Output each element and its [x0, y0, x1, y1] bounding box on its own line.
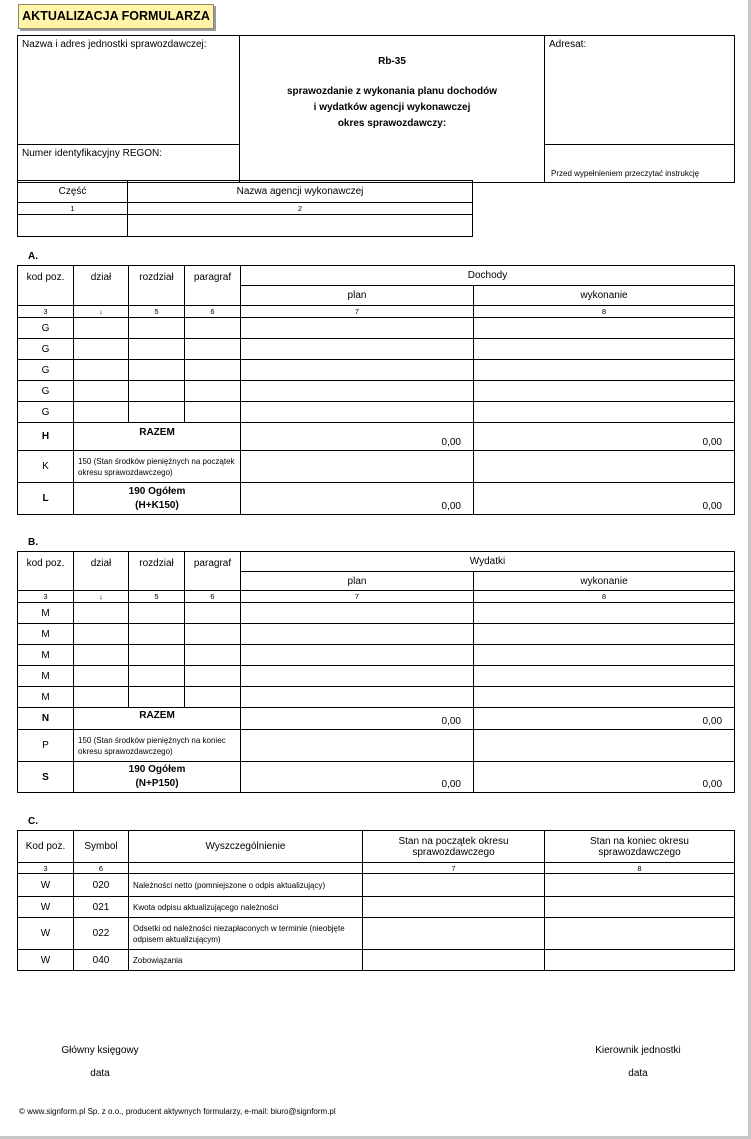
addressee-label: Adresat:	[549, 39, 587, 50]
b-plan-input[interactable]	[241, 666, 474, 687]
a-sum-code: H	[18, 423, 74, 451]
a-total-label-line2: (H+K150)	[135, 499, 179, 511]
a-num-3: 3	[18, 306, 74, 318]
b-header-wykonanie: wykonanie	[474, 572, 735, 591]
a-wykonanie-input[interactable]	[474, 360, 735, 381]
a-plan-input[interactable]	[241, 402, 474, 423]
c-row-code: W	[18, 918, 74, 950]
b-rozdzial-input[interactable]	[129, 666, 185, 687]
a-k-wykonanie-input[interactable]	[474, 451, 735, 483]
a-sum-label: RAZEM	[74, 423, 241, 451]
a-plan-input[interactable]	[241, 360, 474, 381]
b-sum-label: RAZEM	[74, 708, 241, 730]
a-paragraf-input[interactable]	[185, 402, 241, 423]
b-dzial-input[interactable]	[74, 666, 129, 687]
a-rozdzial-input[interactable]	[129, 360, 185, 381]
b-num-4: ↓	[74, 591, 129, 603]
b-total-code: S	[18, 762, 74, 793]
header-table	[17, 35, 735, 183]
table-row	[18, 624, 735, 645]
section-c-table	[17, 830, 735, 971]
form-title-line1: sprawozdanie z wykonania planu dochodów	[286, 86, 498, 97]
update-form-button[interactable]: AKTUALIZACJA FORMULARZA	[18, 4, 214, 29]
a-num-7: 7	[241, 306, 474, 318]
a-row-code: G	[18, 402, 74, 423]
c-row-code: W	[18, 897, 74, 918]
b-header-dzial: dział	[74, 552, 129, 591]
table-row	[18, 950, 735, 971]
form-title-line3: okres sprawozdawczy:	[337, 118, 447, 129]
agency-table	[17, 180, 473, 237]
form-title-line2: i wydatków agencji wykonawczej	[313, 102, 471, 113]
b-sum-plan: 0,00	[241, 708, 474, 730]
c-end-input[interactable]	[545, 918, 735, 950]
b-dzial-input[interactable]	[74, 624, 129, 645]
b-k-label: 150 (Stan środków pieniężnych na koniec okresu sprawozdawczego)	[74, 730, 241, 762]
c-row-symbol: 020	[74, 874, 129, 897]
agency-col-part: Część	[18, 181, 128, 203]
a-rozdzial-input[interactable]	[129, 318, 185, 339]
b-dzial-input[interactable]	[74, 603, 129, 624]
chief-accountant-label: Główny księgowy	[61, 1045, 139, 1056]
a-total-label-line1: 190 Ogółem	[128, 485, 186, 497]
c-start-input[interactable]	[363, 918, 545, 950]
c-end-input[interactable]	[545, 950, 735, 971]
a-header-plan: plan	[241, 286, 474, 306]
b-total-label-line2: (N+P150)	[135, 778, 179, 789]
a-total-wykonanie: 0,00	[474, 483, 735, 515]
b-num-5: 5	[129, 591, 185, 603]
table-row	[18, 318, 735, 339]
c-num-7: 7	[363, 863, 545, 874]
b-plan-input[interactable]	[241, 687, 474, 708]
b-header-rozdzial: rozdział	[129, 552, 185, 591]
a-header-paragraf: paragraf	[185, 266, 241, 306]
a-num-8: 8	[474, 306, 735, 318]
b-header-paragraf: paragraf	[185, 552, 241, 591]
section-a-table	[17, 265, 735, 515]
c-header-kod: Kod poz.	[18, 831, 74, 863]
a-rozdzial-input[interactable]	[129, 381, 185, 402]
c-row-symbol: 021	[74, 897, 129, 918]
c-end-input[interactable]	[545, 897, 735, 918]
a-dzial-input[interactable]	[74, 360, 129, 381]
b-header-wydatki: Wydatki	[241, 552, 735, 572]
b-sum-code: N	[18, 708, 74, 730]
a-num-5: 5	[129, 306, 185, 318]
a-header-dzial: dział	[74, 266, 129, 306]
a-plan-input[interactable]	[241, 318, 474, 339]
c-header-symbol: Symbol	[74, 831, 129, 863]
b-num-8: 8	[474, 591, 735, 603]
a-wykonanie-input[interactable]	[474, 318, 735, 339]
b-row-code: M	[18, 687, 74, 708]
a-paragraf-input[interactable]	[185, 339, 241, 360]
c-num-8: 8	[545, 863, 735, 874]
addressee-cell[interactable]	[545, 36, 735, 145]
regon-cell[interactable]	[18, 145, 240, 183]
b-k-wykonanie-input[interactable]	[474, 730, 735, 762]
c-row-desc: Należności netto (pomniejszone o odpis aktualizujący)	[129, 874, 363, 897]
c-end-input[interactable]	[545, 874, 735, 897]
c-start-input[interactable]	[363, 874, 545, 897]
a-plan-input[interactable]	[241, 339, 474, 360]
table-row	[18, 687, 735, 708]
a-dzial-input[interactable]	[74, 318, 129, 339]
c-start-input[interactable]	[363, 950, 545, 971]
a-row-code: G	[18, 339, 74, 360]
b-k-plan-input[interactable]	[241, 730, 474, 762]
b-rozdzial-input[interactable]	[129, 603, 185, 624]
table-row	[18, 645, 735, 666]
b-num-6: 6	[185, 591, 241, 603]
a-total-code: L	[18, 483, 74, 515]
b-paragraf-input[interactable]	[185, 603, 241, 624]
a-k-code: K	[18, 451, 74, 483]
a-row-code: G	[18, 318, 74, 339]
a-k-label: 150 (Stan środków pieniężnych na początek okresu sprawozdawczego)	[74, 451, 241, 483]
table-row	[18, 381, 735, 402]
b-paragraf-input[interactable]	[185, 687, 241, 708]
table-row	[18, 897, 735, 918]
c-row-desc: Zobowiązania	[129, 950, 363, 971]
c-row-code: W	[18, 950, 74, 971]
c-row-symbol: 040	[74, 950, 129, 971]
b-rozdzial-input[interactable]	[129, 687, 185, 708]
b-total-label	[74, 762, 241, 793]
b-rozdzial-input[interactable]	[129, 624, 185, 645]
c-row-desc: Odsetki od należności niezapłaconych w terminie (nieobjęte odpisem aktualizującym)	[129, 918, 363, 950]
table-row	[18, 666, 735, 687]
a-wykonanie-input[interactable]	[474, 339, 735, 360]
b-paragraf-input[interactable]	[185, 645, 241, 666]
table-row	[18, 874, 735, 897]
a-wykonanie-input[interactable]	[474, 402, 735, 423]
instruction-note: Przed wypełnieniem przeczytać instrukcję	[545, 145, 735, 183]
a-dzial-input[interactable]	[74, 402, 129, 423]
b-total-wykonanie: 0,00	[474, 762, 735, 793]
a-header-rozdzial: rozdział	[129, 266, 185, 306]
b-dzial-input[interactable]	[74, 645, 129, 666]
agency-part-input[interactable]	[18, 215, 128, 237]
a-total-plan: 0,00	[241, 483, 474, 515]
a-sum-wykonanie: 0,00	[474, 423, 735, 451]
b-sum-wykonanie: 0,00	[474, 708, 735, 730]
unit-name-cell[interactable]	[18, 36, 240, 145]
a-total-label	[74, 483, 241, 515]
b-row-code: M	[18, 624, 74, 645]
a-row-code: G	[18, 381, 74, 402]
section-c-label: C.	[28, 816, 38, 827]
b-rozdzial-input[interactable]	[129, 645, 185, 666]
c-start-input[interactable]	[363, 897, 545, 918]
section-b-table	[17, 551, 735, 793]
chief-accountant-date-label: data	[90, 1068, 110, 1079]
a-paragraf-input[interactable]	[185, 360, 241, 381]
a-num-6: 6	[185, 306, 241, 318]
a-plan-input[interactable]	[241, 381, 474, 402]
table-row	[18, 402, 735, 423]
b-num-7: 7	[241, 591, 474, 603]
a-wykonanie-input[interactable]	[474, 381, 735, 402]
a-paragraf-input[interactable]	[185, 318, 241, 339]
section-b-label: B.	[28, 537, 38, 548]
agency-name-input[interactable]	[128, 215, 473, 237]
a-dzial-input[interactable]	[74, 381, 129, 402]
b-total-label-line1: 190 Ogółem	[128, 764, 186, 775]
copyright-footer: © www.signform.pl Sp. z o.o., producent aktywnych formularzy, e-mail: biuro@signform.pl	[19, 1107, 336, 1116]
a-k-plan-input[interactable]	[241, 451, 474, 483]
b-k-code: P	[18, 730, 74, 762]
b-num-3: 3	[18, 591, 74, 603]
c-num-blank	[129, 863, 363, 874]
b-wykonanie-input[interactable]	[474, 645, 735, 666]
c-row-desc: Kwota odpisu aktualizującego należności	[129, 897, 363, 918]
b-total-plan: 0,00	[241, 762, 474, 793]
a-paragraf-input[interactable]	[185, 381, 241, 402]
b-paragraf-input[interactable]	[185, 666, 241, 687]
table-row	[18, 360, 735, 381]
table-row	[18, 603, 735, 624]
b-header-plan: plan	[241, 572, 474, 591]
b-row-code: M	[18, 666, 74, 687]
b-plan-input[interactable]	[241, 645, 474, 666]
section-a-label: A.	[28, 251, 38, 262]
agency-col-name: Nazwa agencji wykonawczej	[128, 181, 473, 203]
a-rozdzial-input[interactable]	[129, 402, 185, 423]
b-row-code: M	[18, 603, 74, 624]
a-num-4: ↓	[74, 306, 129, 318]
c-header-end: Stan na koniec okresu sprawozdawczego	[545, 831, 735, 863]
a-rozdzial-input[interactable]	[129, 339, 185, 360]
c-row-code: W	[18, 874, 74, 897]
b-row-code: M	[18, 645, 74, 666]
unit-name-label: Nazwa i adres jednostki sprawozdawczej:	[22, 39, 207, 50]
table-row	[18, 339, 735, 360]
a-header-dochody: Dochody	[241, 266, 735, 286]
c-num-6: 6	[74, 863, 129, 874]
a-row-code: G	[18, 360, 74, 381]
agency-num-1: 1	[18, 203, 128, 215]
a-header-kod: kod poz.	[18, 266, 74, 306]
form-title-cell	[240, 36, 545, 183]
b-plan-input[interactable]	[241, 624, 474, 645]
c-num-3: 3	[18, 863, 74, 874]
regon-label: Numer identyfikacyjny REGON:	[22, 148, 163, 159]
b-wykonanie-input[interactable]	[474, 666, 735, 687]
b-header-kod: kod poz.	[18, 552, 74, 591]
unit-head-date-label: data	[628, 1068, 648, 1079]
unit-head-label: Kierownik jednostki	[595, 1045, 681, 1056]
agency-num-2: 2	[128, 203, 473, 215]
b-wykonanie-input[interactable]	[474, 603, 735, 624]
a-dzial-input[interactable]	[74, 339, 129, 360]
c-header-desc: Wyszczególnienie	[129, 831, 363, 863]
b-wykonanie-input[interactable]	[474, 687, 735, 708]
form-code: Rb-35	[378, 56, 406, 67]
b-plan-input[interactable]	[241, 603, 474, 624]
table-row	[18, 918, 735, 950]
b-dzial-input[interactable]	[74, 687, 129, 708]
a-sum-plan: 0,00	[241, 423, 474, 451]
c-header-start: Stan na początek okresu sprawozdawczego	[363, 831, 545, 863]
a-header-wykonanie: wykonanie	[474, 286, 735, 306]
c-row-symbol: 022	[74, 918, 129, 950]
b-paragraf-input[interactable]	[185, 624, 241, 645]
b-wykonanie-input[interactable]	[474, 624, 735, 645]
